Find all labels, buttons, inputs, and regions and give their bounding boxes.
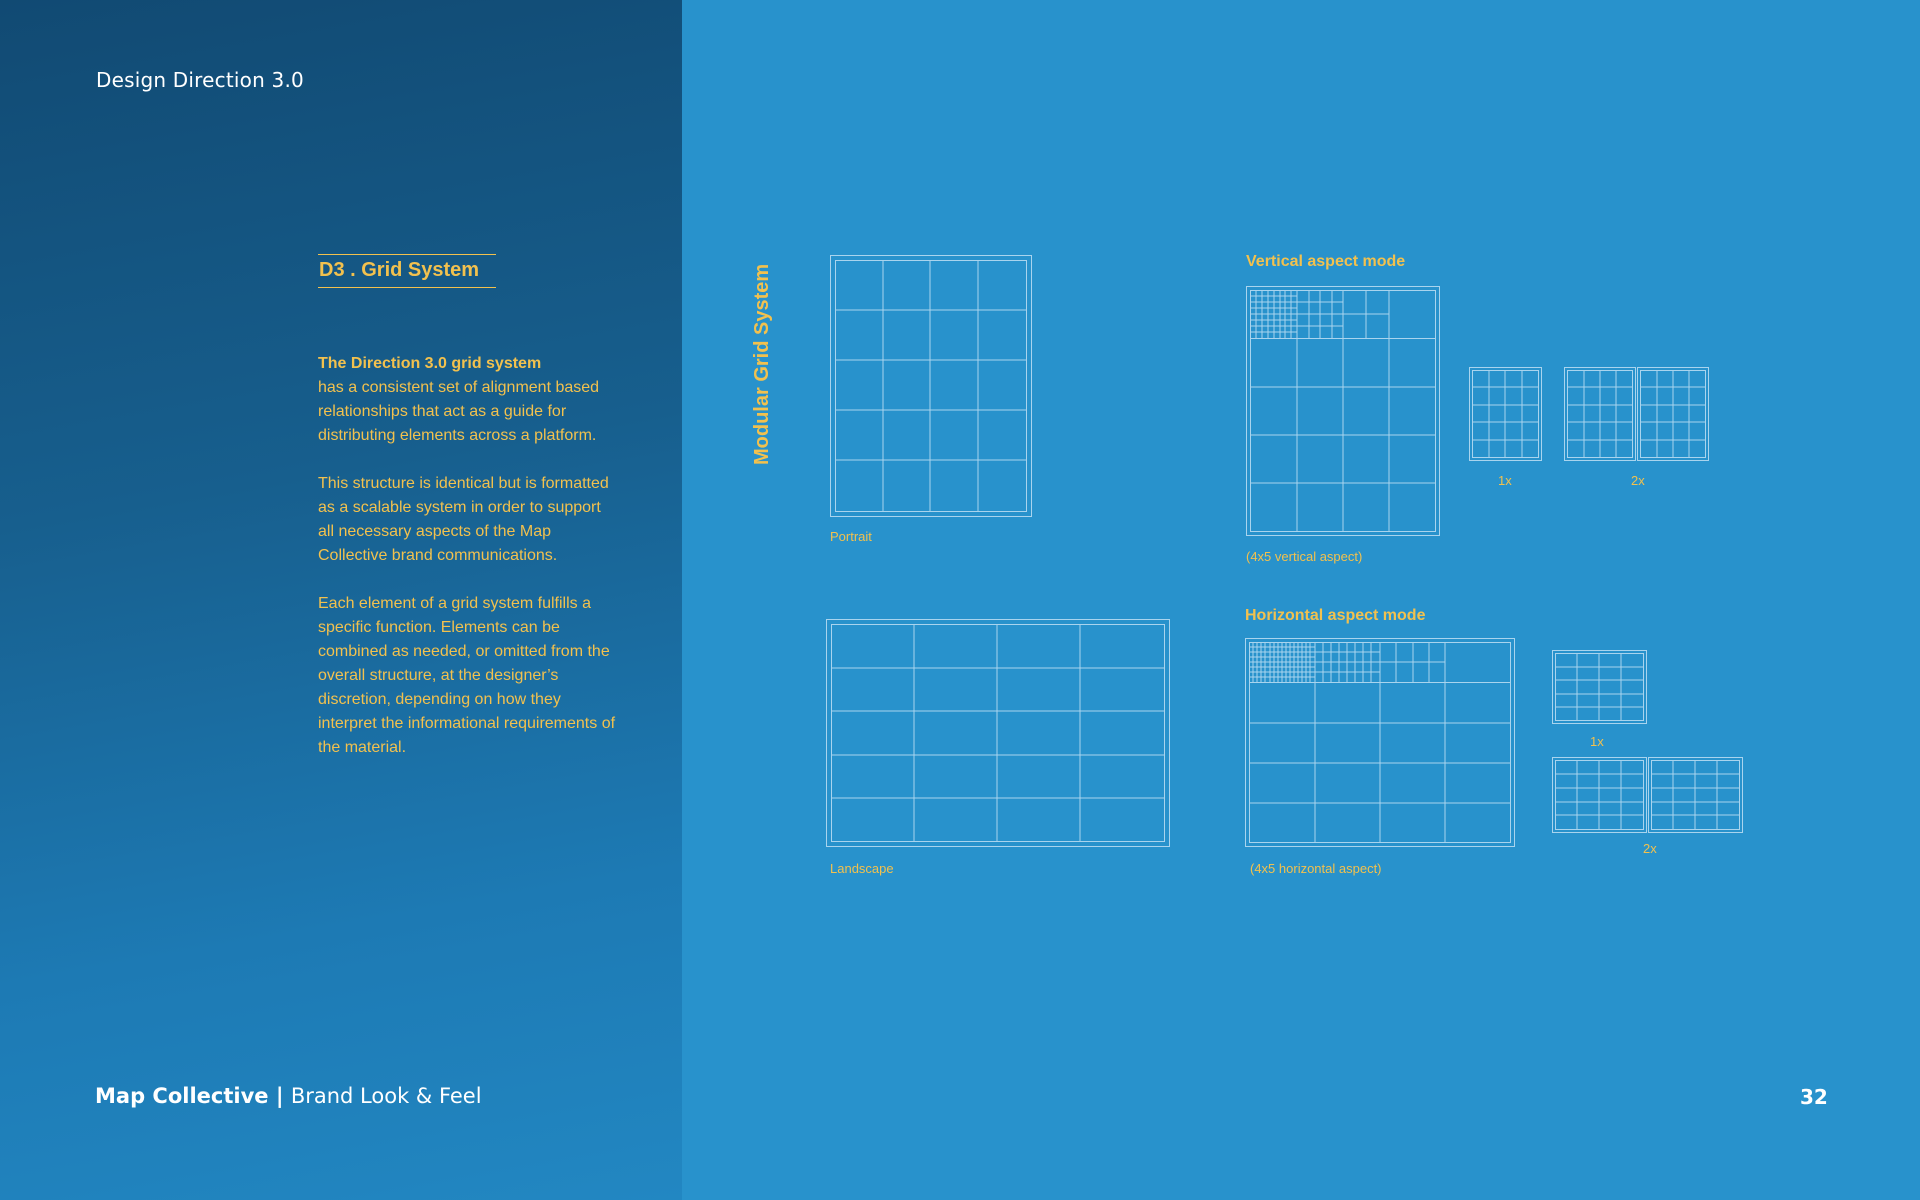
section-title: D3 . Grid System bbox=[319, 259, 480, 281]
vertical-2x-label: 2x bbox=[1631, 473, 1645, 488]
paragraph-1-text: has a consistent set of alignment based relationships that act as a guide for distributing elements across a platform. bbox=[318, 379, 600, 444]
modular-grid-label bbox=[745, 255, 785, 465]
landscape-caption: Landscape bbox=[830, 861, 894, 876]
paragraph-3: Each element of a grid system fulfills a specific function. Elements can be combined as needed, or omitted from the overall structure, at the designer’s discretion, depending on how they interpret the informational requirements of the material. bbox=[318, 595, 616, 756]
footer-brand bbox=[95, 1084, 482, 1108]
vertical-2x-grid bbox=[1564, 367, 1709, 461]
vertical-1x-label: 1x bbox=[1498, 473, 1512, 488]
body-text bbox=[318, 352, 618, 784]
horizontal-1x-grid bbox=[1552, 650, 1647, 724]
footer-brand-name: Map Collective bbox=[95, 1084, 269, 1108]
footer-subtitle: Brand Look & Feel bbox=[290, 1084, 482, 1108]
portrait-grid bbox=[830, 255, 1032, 517]
vertical-aspect-grid bbox=[1246, 286, 1440, 536]
horizontal-mode-title: Horizontal aspect mode bbox=[1245, 607, 1426, 624]
paragraph-lead: The Direction 3.0 grid system bbox=[318, 355, 542, 372]
page-number: 32 bbox=[1800, 1085, 1828, 1109]
landscape-grid bbox=[826, 619, 1170, 847]
vertical-aspect-caption: (4x5 vertical aspect) bbox=[1246, 549, 1363, 564]
section-title-frame bbox=[318, 254, 496, 288]
vertical-mode-title: Vertical aspect mode bbox=[1246, 253, 1406, 270]
horizontal-aspect-grid bbox=[1245, 638, 1515, 847]
footer-separator: | bbox=[268, 1084, 291, 1108]
portrait-caption: Portrait bbox=[830, 529, 872, 544]
document-title: Design Direction 3.0 bbox=[96, 68, 304, 92]
horizontal-aspect-caption: (4x5 horizontal aspect) bbox=[1250, 861, 1382, 876]
paragraph-2: This structure is identical but is formatted as a scalable system in order to support all necessary aspects of the Map Collective brand communications. bbox=[318, 475, 609, 564]
horizontal-2x-grid bbox=[1552, 757, 1743, 833]
horizontal-2x-label: 2x bbox=[1643, 841, 1657, 856]
paragraph-1 bbox=[318, 352, 618, 448]
modular-grid-label-text: Modular Grid System bbox=[751, 263, 773, 465]
right-panel bbox=[682, 0, 1920, 1200]
vertical-1x-grid bbox=[1469, 367, 1542, 461]
horizontal-1x-label: 1x bbox=[1590, 734, 1604, 749]
